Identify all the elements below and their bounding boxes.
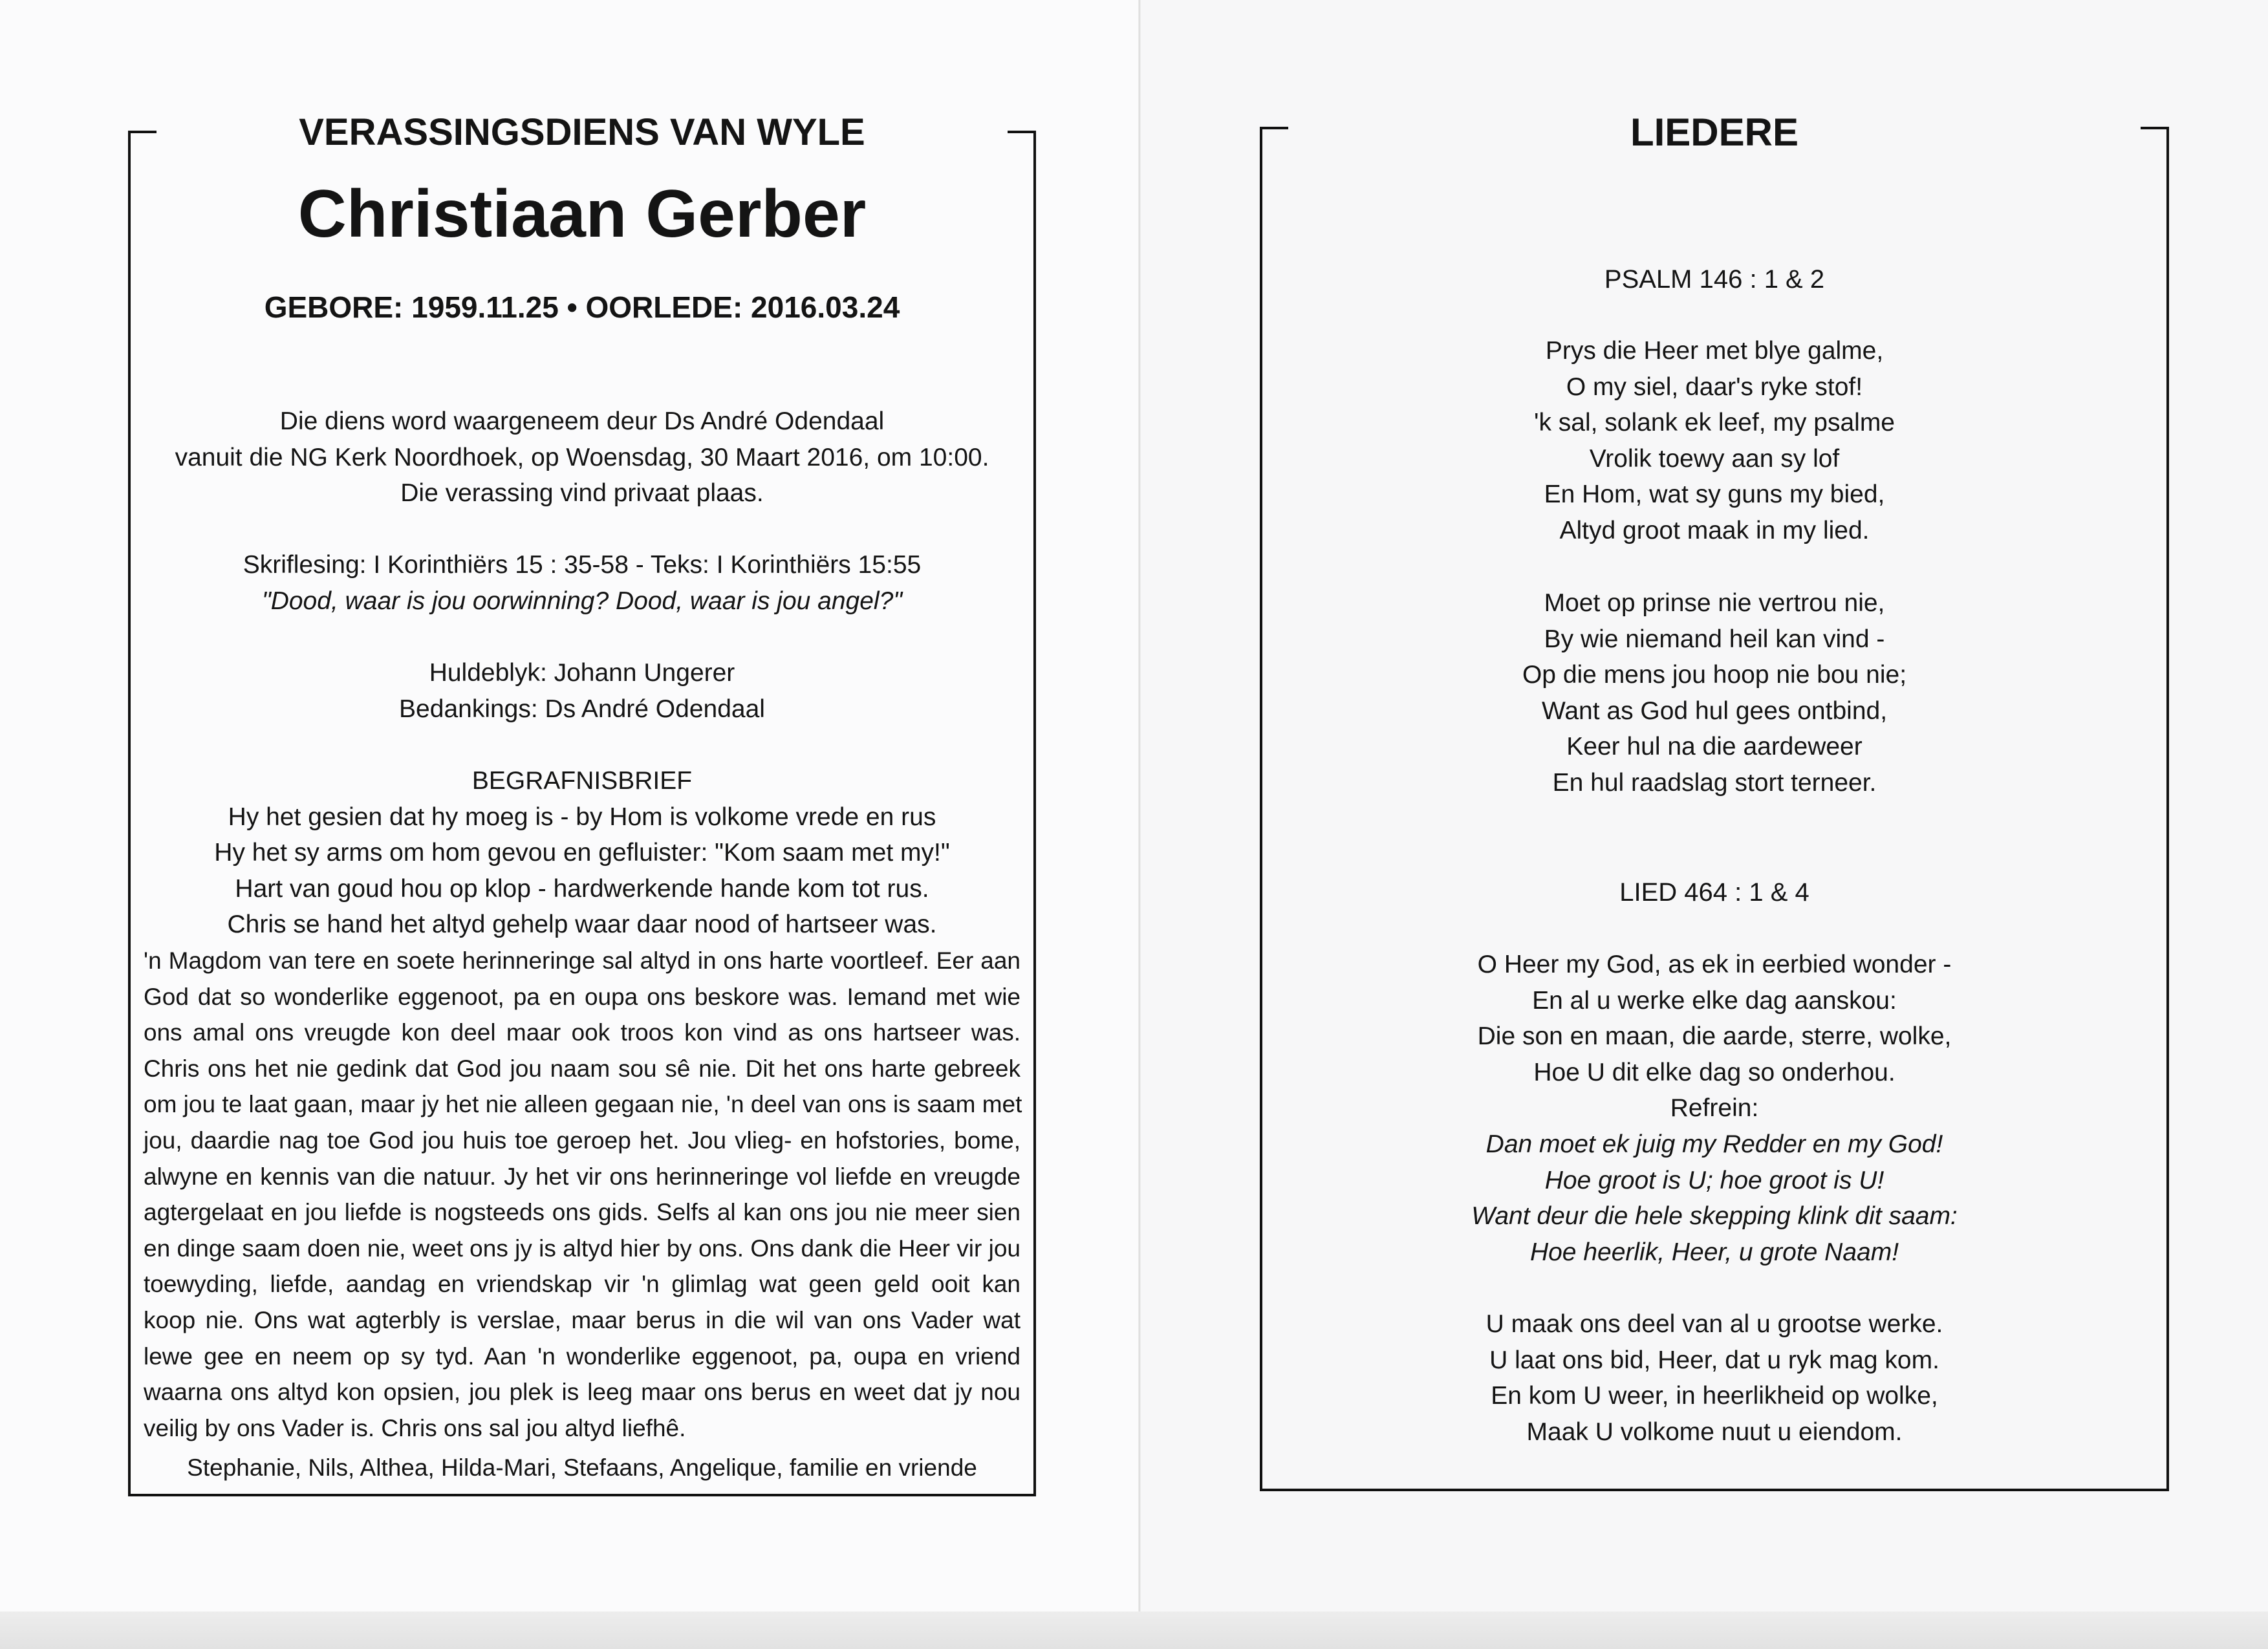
poem-line: Hy het gesien dat hy moeg is - by Hom is volkome vrede en rus <box>228 803 936 831</box>
letter-line: om jou te laat gaan, maar jy het nie alleen gegaan nie, 'n deel van ons is saam met <box>144 1091 1022 1118</box>
verse-line: Keer hul na die aardeweer <box>1566 733 1863 761</box>
verse-line: En al u werke elke dag aanskou: <box>1532 986 1897 1015</box>
letter-signature: Stephanie, Nils, Althea, Hilda-Mari, Stefaans, Angelique, familie en vriende <box>187 1454 977 1481</box>
verse-line: U laat ons bid, Heer, dat u ryk mag kom. <box>1489 1346 1939 1374</box>
service-details <box>128 404 1036 512</box>
refrain-line: Dan moet ek juig my Redder en my God! <box>1485 1130 1943 1158</box>
service-line: vanuit die NG Kerk Noordhoek, op Woensdag, 30 Maart 2016, om 10:00. <box>175 443 989 471</box>
letter-line: God dat so wonderlike eggenoot, pa en oupa ons beskore was. Iemand met wie <box>144 983 1021 1010</box>
letter-line: Chris ons het nie gedink dat God jou naam sou sê nie. Dit het ons harte gebreek <box>144 1055 1021 1082</box>
refrain-line: Want deur die hele skepping klink dit saam: <box>1471 1202 1958 1231</box>
scripture-block <box>128 547 1036 619</box>
verse-line: Vrolik toewy aan sy lof <box>1589 444 1840 473</box>
verse-line: O my siel, daar's ryke stof! <box>1566 372 1863 401</box>
scripture-quote: "Dood, waar is jou oorwinning? Dood, waar is jou angel?" <box>261 587 903 615</box>
letter-line: koop nie. Ons wat agterbly is verslae, maar berus in die wil van ons Vader wat <box>144 1306 1021 1333</box>
deceased-name: Christiaan Gerber <box>297 177 867 252</box>
letter-line: toewyding, liefde, aandag en vriendskap vir 'n glimlag wat geen geld ooit kan <box>144 1271 1021 1298</box>
psalm-verse-2 <box>1260 585 2169 801</box>
verse-line: U maak ons deel van al u grootse werke. <box>1485 1310 1943 1338</box>
letter-line: en dinge saam doen nie, weet ons jy is altyd hier by ons. Ons dank die Heer vir jou <box>144 1234 1021 1262</box>
letter-title: BEGRAFNISBRIEF <box>471 767 693 795</box>
funeral-letter-body <box>144 943 1021 1446</box>
verse-line: Prys die Heer met blye galme, <box>1545 337 1884 365</box>
funeral-letter-header <box>128 763 1036 943</box>
tribute-block <box>128 655 1036 727</box>
refrain-line: Hoe groot is U; hoe groot is U! <box>1544 1166 1885 1194</box>
verse-line: 'k sal, solank ek leef, my psalme <box>1534 409 1895 437</box>
hymn-title: LIED 464 : 1 & 4 <box>1619 878 1809 907</box>
verse-line: O Heer my God, as ek in eerbied wonder - <box>1477 951 1952 978</box>
verse-line: En Hom, wat sy guns my bied, <box>1544 480 1885 509</box>
hymn-verse-1 <box>1260 947 2169 1270</box>
hymn-verse-2 <box>1260 1306 2169 1450</box>
letter-line: alwyne en kennis van die natuur. Jy het vir ons herinneringe vol liefde en vreugde <box>144 1163 1021 1190</box>
service-line: Die diens word waargeneem deur Ds André Odendaal <box>279 407 885 435</box>
songs-header: LIEDERE <box>1630 111 1799 154</box>
letter-line: jou, daardie nag toe God jou huis toe geroep het. Jou vlieg- en hofstories, bome, <box>144 1126 1021 1154</box>
page-bottom-edge <box>0 1611 2268 1649</box>
right-frame <box>1260 127 2169 1491</box>
letter-line: waarna ons altyd kon opsien, jou plek is leeg maar ons berus en weet dat jy nou <box>144 1379 1021 1406</box>
letter-line: 'n Magdom van tere en soete herinneringe sal altyd in ons harte voortleef. Eer aan <box>144 947 1021 974</box>
poem-line: Hart van goud hou op klop - hardwerkende hande kom tot rus. <box>235 874 929 903</box>
service-header: VERASSINGSDIENS VAN WYLE <box>299 111 865 153</box>
verse-line: En kom U weer, in heerlikheid op wolke, <box>1491 1382 1938 1410</box>
refrain-line: Hoe heerlik, Heer, u grote Naam! <box>1529 1238 1899 1266</box>
verse-line: Hoe U dit elke dag so onderhou. <box>1533 1058 1895 1086</box>
poem-line: Chris se hand het altyd gehelp waar daar nood of hartseer was. <box>227 911 937 939</box>
service-line: Die verassing vind privaat plaas. <box>400 479 764 508</box>
letter-line: ons amal ons vreugde kon deel maar ook troos kon vind as ons hartseer was. <box>144 1019 1021 1046</box>
psalm-title: PSALM 146 : 1 & 2 <box>1604 265 1825 294</box>
tribute-line: Bedankings: Ds André Odendaal <box>399 695 765 723</box>
verse-line: Op die mens jou hoop nie bou nie; <box>1522 661 1907 689</box>
verse-line: Altyd groot maak in my lied. <box>1559 516 1870 544</box>
letter-line: lewe gee en neem op sy tyd. Aan 'n wonderlike eggenoot, pa, oupa en vriend <box>144 1342 1021 1370</box>
verse-line: Moet op prinse nie vertrou nie, <box>1544 589 1885 617</box>
tribute-line: Huldeblyk: Johann Ungerer <box>429 659 735 687</box>
scripture-reading: Skriflesing: I Korinthiërs 15 : 35-58 - Teks: I Korinthiërs 15:55 <box>243 551 922 579</box>
letter-line: agtergelaat en jou liefde is nogsteeds ons gids. Selfs al kan ons jou nie meer sien <box>144 1199 1021 1226</box>
page-fold <box>1138 0 1141 1617</box>
refrain-label: Refrein: <box>1670 1094 1759 1123</box>
birth-death-dates: GEBORE: 1959.11.25 • OORLEDE: 2016.03.24 <box>264 290 900 324</box>
psalm-verse-1 <box>1260 333 2169 549</box>
verse-line: En hul raadslag stort terneer. <box>1552 768 1877 797</box>
letter-line-last: veilig by ons Vader is. Chris ons sal jou altyd liefhê. <box>144 1414 686 1441</box>
verse-line: By wie niemand heil kan vind - <box>1544 625 1885 653</box>
verse-line: Maak U volkome nuut u eiendom. <box>1526 1417 1903 1446</box>
poem-line: Hy het sy arms om hom gevou en gefluister: "Kom saam met my!" <box>214 839 950 867</box>
verse-line: Want as God hul gees ontbind, <box>1541 696 1888 725</box>
verse-line: Die son en maan, die aarde, sterre, wolke, <box>1477 1022 1952 1051</box>
